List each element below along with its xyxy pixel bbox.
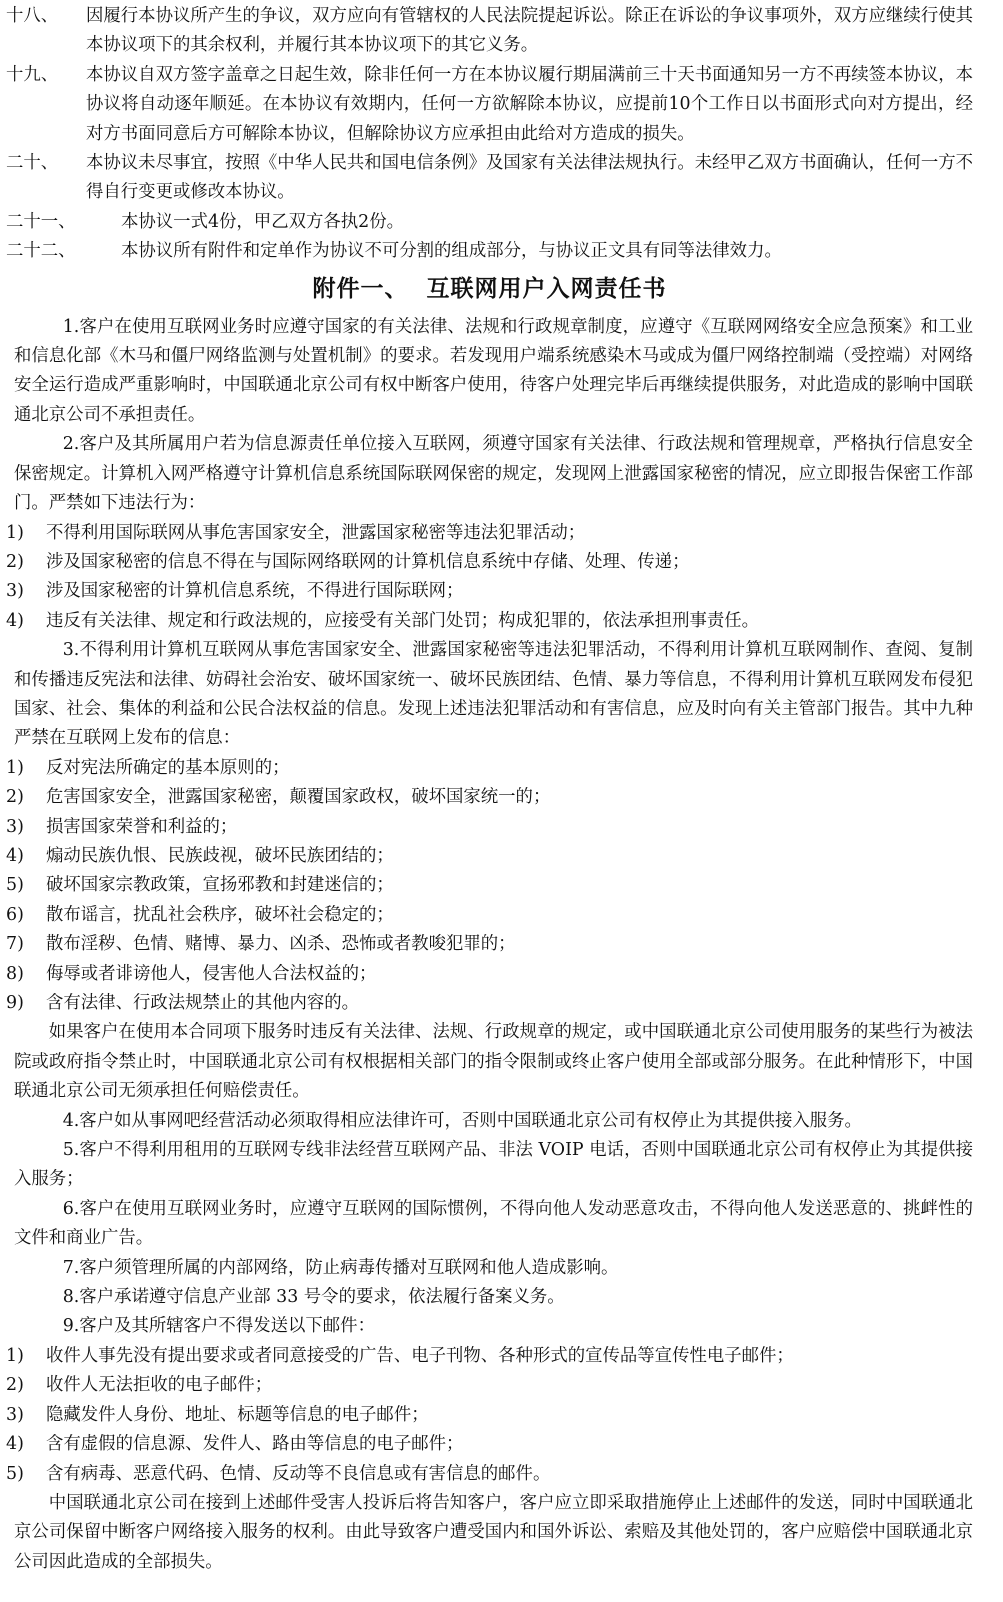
- list-item-number: 3): [6, 816, 24, 837]
- list-item-text: 含有虚假的信息源、发件人、路由等信息的电子邮件；: [46, 1434, 464, 1455]
- list-item-text: 侮辱或者诽谤他人，侵害他人合法权益的；: [46, 963, 377, 984]
- list-item: [6, 577, 973, 606]
- clause-18: [6, 2, 973, 61]
- list-item-number: 5): [6, 875, 24, 896]
- list-item: [6, 1430, 973, 1459]
- list-item-text: 收件人无法拒收的电子邮件；: [46, 1375, 273, 1396]
- list-item-number: 2): [6, 787, 24, 808]
- list-item-number: 8): [6, 963, 24, 984]
- clause-19: [6, 61, 973, 149]
- clause-text: 本协议所有附件和定单作为协议不可分割的组成部分，与协议正文具有同等法律效力。: [121, 241, 782, 262]
- paragraph-9-continued: 中国联通北京公司在接到上述邮件受害人投诉后将告知客户，客户应立即采取措施停止上述邮件的发送，同时中国联通北京公司保留中断客户网络接入服务的权利。由此导致客户遭受国内和国外诉讼、索赔及其他处罚的，客户应赔偿中国联通北京公司因此造成的全部损失。: [14, 1492, 973, 1572]
- clause-number: 十九、: [6, 64, 59, 85]
- list-item-text: 散布淫秽、色情、赌博、暴力、凶杀、恐怖或者教唆犯罪的；: [46, 934, 516, 955]
- list-item-number: 5): [6, 1463, 24, 1484]
- clause-number: 十八、: [6, 6, 59, 26]
- list-item-text: 涉及国家秘密的信息不得在与国际网络联网的计算机信息系统中存储、处理、传递；: [46, 551, 690, 572]
- clause-number: 二十、: [6, 153, 59, 174]
- paragraph-1: 1.客户在使用互联网业务时应遵守国家的有关法律、法规和行政规章制度，应遵守《互联网网络安全应急预案》和工业和信息化部《木马和僵尸网络监测与处置机制》的要求。若发现用户端系统感染木马或成为僵尸网络控制端（受控端）对网络安全运行造成严重影响时，中国联通北京公司有权中断客户使用，待客户处理完毕后再继续提供服务，对此造成的影响中国联通北京公司不承担责任。: [14, 316, 973, 425]
- list-item: [6, 519, 973, 548]
- appendix-title: 附件一、 互联网用户入网责任书: [312, 275, 667, 302]
- paragraph-6: 6.客户在使用互联网业务时，应遵守互联网的国际惯例，不得向他人发动恶意攻击，不得向他人发送恶意的、挑衅性的文件和商业广告。: [14, 1198, 973, 1249]
- list-item-number: 9): [6, 993, 24, 1013]
- paragraph-4: 4.客户如从事网吧经营活动必须取得相应法律许可，否则中国联通北京公司有权停止为其提供接入服务。: [62, 1110, 862, 1131]
- clause-21: [6, 208, 973, 237]
- list-item-text: 含有法律、行政法规禁止的其他内容的。: [46, 993, 360, 1013]
- list-item: [6, 783, 973, 812]
- list-item: [6, 901, 973, 930]
- clause-22: [6, 237, 973, 266]
- list-item: [6, 607, 973, 636]
- clause-number: 二十一、: [6, 211, 76, 232]
- list-item: [6, 1460, 973, 1489]
- violation-list: [6, 519, 973, 637]
- list-item-text: 煽动民族仇恨、民族歧视，破坏民族团结的；: [46, 845, 394, 866]
- list-item-number: 7): [6, 934, 24, 955]
- list-item: [6, 754, 973, 783]
- list-item-text: 收件人事先没有提出要求或者同意接受的广告、电子刊物、各种形式的宣传品等宣传性电子邮件；: [46, 1345, 794, 1366]
- paragraph-5: 5.客户不得利用租用的互联网专线非法经营互联网产品、非法 VOIP 电话，否则中国联通北京公司有权停止为其提供接入服务；: [14, 1140, 973, 1190]
- list-item: [6, 1401, 973, 1430]
- prohibited-info-list: [6, 754, 973, 1019]
- clause-text: 本协议一式4份，甲乙双方各执2份。: [121, 211, 404, 232]
- paragraph-3: 3.不得利用计算机互联网从事危害国家安全、泄露国家秘密等违法犯罪活动，不得利用计算机互联网制作、查阅、复制和传播违反宪法和法律、妨碍社会治安、破坏国家统一、破坏民族团结、色情、暴力等信息，不得利用计算机互联网发布侵犯国家、社会、集体的利益和公民合法权益的信息。发现上述违法犯罪活动和有害信息，应及时向有关主管部门报告。其中九种严禁在互联网上发布的信息：: [14, 640, 973, 749]
- list-item: [6, 842, 973, 871]
- paragraph-7: 7.客户须管理所属的内部网络，防止病毒传播对互联网和他人造成影响。: [62, 1257, 619, 1278]
- list-item-text: 反对宪法所确定的基本原则的；: [46, 757, 290, 778]
- paragraph-2: 2.客户及其所属用户若为信息源责任单位接入互联网，须遵守国家有关法律、行政法规和管理规章，严格执行信息安全保密规定。计算机入网严格遵守计算机信息系统国际联网保密的规定，发现网上泄露国家秘密的情况，应立即报告保密工作部门。严禁如下违法行为：: [14, 434, 973, 514]
- paragraph-8: 8.客户承诺遵守信息产业部 33 号令的要求，依法履行备案义务。: [62, 1287, 565, 1308]
- list-item-text: 危害国家安全，泄露国家秘密，颠覆国家政权，破坏国家统一的；: [46, 787, 551, 808]
- clause-text: 本协议未尽事宜，按照《中华人民共和国电信条例》及国家有关法律法规执行。未经甲乙双方书面确认，任何一方不得自行变更或修改本协议。: [86, 153, 973, 203]
- paragraph-9: 9.客户及其所辖客户不得发送以下邮件：: [62, 1316, 375, 1337]
- list-item-text: 涉及国家秘密的计算机信息系统，不得进行国际联网；: [46, 581, 464, 602]
- list-item: [6, 960, 973, 989]
- list-item-number: 6): [6, 904, 24, 925]
- clause-number: 二十二、: [6, 241, 76, 262]
- list-item-text: 损害国家荣誉和利益的；: [46, 816, 238, 837]
- list-item-number: 4): [6, 845, 24, 866]
- paragraph-3-continued: 如果客户在使用本合同项下服务时违反有关法律、法规、行政规章的规定，或中国联通北京公司使用服务的某些行为被法院或政府指令禁止时，中国联通北京公司有权根据相关部门的指令限制或终止客户使用全部或部分服务。在此种情形下，中国联通北京公司无须承担任何赔偿责任。: [14, 1022, 973, 1102]
- list-item-text: 隐藏发件人身份、地址、标题等信息的电子邮件；: [46, 1404, 429, 1425]
- list-item-number: 4): [6, 1434, 24, 1455]
- list-item: [6, 871, 973, 900]
- list-item-text: 违反有关法律、规定和行政法规的，应接受有关部门处罚；构成犯罪的，依法承担刑事责任。: [46, 610, 760, 631]
- prohibited-email-list: [6, 1342, 973, 1489]
- list-item-number: 1): [6, 522, 24, 543]
- list-item-number: 2): [6, 1375, 24, 1396]
- list-item: [6, 1371, 973, 1400]
- list-item-text: 破坏国家宗教政策，宣扬邪教和封建迷信的；: [46, 875, 394, 896]
- list-item-number: 1): [6, 1345, 24, 1366]
- list-item-text: 含有病毒、恶意代码、色情、反动等不良信息或有害信息的邮件。: [46, 1463, 551, 1484]
- list-item-number: 1): [6, 757, 24, 778]
- list-item: [6, 989, 973, 1018]
- list-item-text: 不得利用国际联网从事危害国家安全，泄露国家秘密等违法犯罪活动；: [46, 522, 586, 543]
- list-item-number: 2): [6, 551, 24, 572]
- list-item: [6, 548, 973, 577]
- clause-text: 因履行本协议所产生的争议，双方应向有管辖权的人民法院提起诉讼。除正在诉讼的争议事项外，双方应继续行使其本协议项下的其余权利，并履行其本协议项下的其它义务。: [86, 6, 973, 56]
- list-item: [6, 930, 973, 959]
- list-item: [6, 1342, 973, 1371]
- clause-20: [6, 149, 973, 208]
- list-item-number: 3): [6, 1404, 24, 1425]
- list-item-text: 散布谣言，扰乱社会秩序，破坏社会稳定的；: [46, 904, 394, 925]
- clause-text: 本协议自双方签字盖章之日起生效，除非任何一方在本协议履行期届满前三十天书面通知另一方不再续签本协议，本协议将自动逐年顺延。在本协议有效期内，任何一方欲解除本协议，应提前10个工作日以书面形式向对方提出，经对方书面同意后方可解除本协议，但解除协议方应承担由此给对方造成的损失。: [86, 64, 973, 144]
- list-item-number: 3): [6, 581, 24, 602]
- list-item-number: 4): [6, 610, 24, 631]
- list-item: [6, 813, 973, 842]
